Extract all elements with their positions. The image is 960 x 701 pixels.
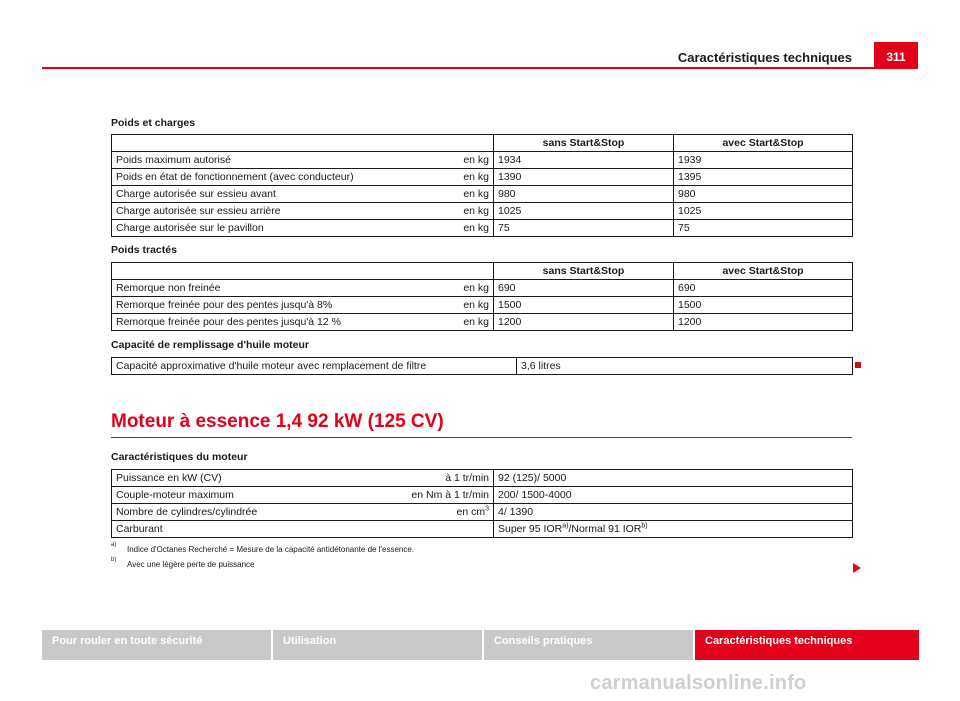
footnote-ref-a: a) — [562, 522, 569, 530]
col-header-sans: sans Start&Stop — [494, 135, 674, 152]
row-label: Charge autorisée sur le pavillon — [112, 220, 379, 237]
row-value — [494, 521, 853, 538]
page-header-title: Caractéristiques techniques — [677, 50, 852, 65]
row-unit — [379, 521, 494, 538]
row-label: Remorque freinée pour des pentes jusqu'à 12 % — [112, 314, 379, 331]
row-unit: en kg — [379, 152, 494, 169]
footnote-ref-b: b) — [641, 522, 648, 530]
engine-specs-title: Caractéristiques du moteur — [111, 451, 248, 463]
value-avec: 75 — [674, 220, 853, 237]
table-row — [112, 203, 853, 220]
row-unit: en kg — [379, 169, 494, 186]
col-header-avec: avec Start&Stop — [674, 135, 853, 152]
value-sans: 690 — [494, 280, 674, 297]
value-avec: 1500 — [674, 297, 853, 314]
value-sans: 75 — [494, 220, 674, 237]
section-end-marker — [855, 362, 861, 368]
value-avec: 980 — [674, 186, 853, 203]
value-avec: 690 — [674, 280, 853, 297]
table-header-row — [112, 263, 853, 280]
row-unit: en kg — [379, 297, 494, 314]
towing-table — [111, 262, 853, 331]
footnote-text: Avec une légère perte de puissance — [127, 560, 255, 569]
table-row — [112, 169, 853, 186]
table-row — [112, 470, 853, 487]
value-avec: 1395 — [674, 169, 853, 186]
row-label: Nombre de cylindres/cylindrée — [112, 504, 379, 521]
col-header-avec: avec Start&Stop — [674, 263, 853, 280]
footnote-mark: b) — [111, 557, 117, 563]
col-header-sans: sans Start&Stop — [494, 263, 674, 280]
row-value: 3,6 litres — [517, 358, 853, 375]
row-label: Carburant — [112, 521, 379, 538]
page-number-badge: 311 — [874, 42, 918, 68]
fuel-text-1: Super 95 IOR — [498, 523, 563, 535]
row-label: Remorque freinée pour des pentes jusqu'à 8% — [112, 297, 379, 314]
fuel-text-2: /Normal 91 IOR — [568, 523, 642, 535]
table-row — [112, 358, 853, 375]
footer-tab-safety[interactable]: Pour rouler en toute sécurité — [42, 630, 271, 660]
row-value: 4/ 1390 — [494, 504, 853, 521]
row-unit: en Nm à 1 tr/min — [379, 487, 494, 504]
table-row — [112, 280, 853, 297]
row-unit: en kg — [379, 186, 494, 203]
value-sans: 1934 — [494, 152, 674, 169]
footer-tab-specs[interactable]: Caractéristiques techniques — [695, 630, 919, 660]
engine-heading-rule — [111, 437, 852, 438]
row-label: Couple-moteur maximum — [112, 487, 379, 504]
table-row — [112, 521, 853, 538]
engine-table — [111, 469, 853, 538]
row-unit — [379, 504, 494, 521]
row-label: Capacité approximative d'huile moteur avec remplacement de filtre — [112, 358, 517, 375]
weights-section-title: Poids et charges — [111, 117, 196, 129]
row-label: Remorque non freinée — [112, 280, 379, 297]
table-row — [112, 152, 853, 169]
unit-superscript: 3 — [485, 505, 489, 513]
row-unit: en kg — [379, 203, 494, 220]
row-label: Poids maximum autorisé — [112, 152, 379, 169]
unit-text: en cm — [456, 506, 486, 518]
value-sans: 980 — [494, 186, 674, 203]
row-unit: en kg — [379, 314, 494, 331]
row-label: Charge autorisée sur essieu arrière — [112, 203, 379, 220]
row-unit: en kg — [379, 280, 494, 297]
table-row — [112, 504, 853, 521]
footnote-text: Indice d'Octanes Recherché = Mesure de la capacité antidétonante de l'essence. — [127, 545, 415, 554]
footer-nav — [42, 630, 919, 660]
value-sans: 1025 — [494, 203, 674, 220]
row-unit: en kg — [379, 220, 494, 237]
watermark: carmanualsonline.info — [590, 672, 807, 694]
value-avec: 1025 — [674, 203, 853, 220]
table-row — [112, 487, 853, 504]
row-label: Puissance en kW (CV) — [112, 470, 379, 487]
towing-section-title: Poids tractés — [111, 244, 177, 256]
footer-tab-tips[interactable]: Conseils pratiques — [484, 630, 693, 660]
value-sans: 1200 — [494, 314, 674, 331]
oil-section-title: Capacité de remplissage d'huile moteur — [111, 339, 309, 351]
table-row — [112, 220, 853, 237]
value-sans: 1500 — [494, 297, 674, 314]
value-sans: 1390 — [494, 169, 674, 186]
engine-section-heading: Moteur à essence 1,4 92 kW (125 CV) — [111, 411, 444, 432]
table-row — [112, 297, 853, 314]
continue-arrow-icon — [853, 563, 861, 573]
table-header-row — [112, 135, 853, 152]
row-value: 92 (125)/ 5000 — [494, 470, 853, 487]
row-value: 200/ 1500-4000 — [494, 487, 853, 504]
row-unit: à 1 tr/min — [379, 470, 494, 487]
header-rule — [42, 67, 918, 69]
table-row — [112, 186, 853, 203]
weights-table — [111, 134, 853, 237]
row-label: Charge autorisée sur essieu avant — [112, 186, 379, 203]
row-label: Poids en état de fonctionnement (avec conducteur) — [112, 169, 379, 186]
oil-table — [111, 357, 853, 375]
table-row — [112, 314, 853, 331]
footer-tab-usage[interactable]: Utilisation — [273, 630, 482, 660]
value-avec: 1939 — [674, 152, 853, 169]
value-avec: 1200 — [674, 314, 853, 331]
footnote-mark: a) — [111, 542, 117, 548]
